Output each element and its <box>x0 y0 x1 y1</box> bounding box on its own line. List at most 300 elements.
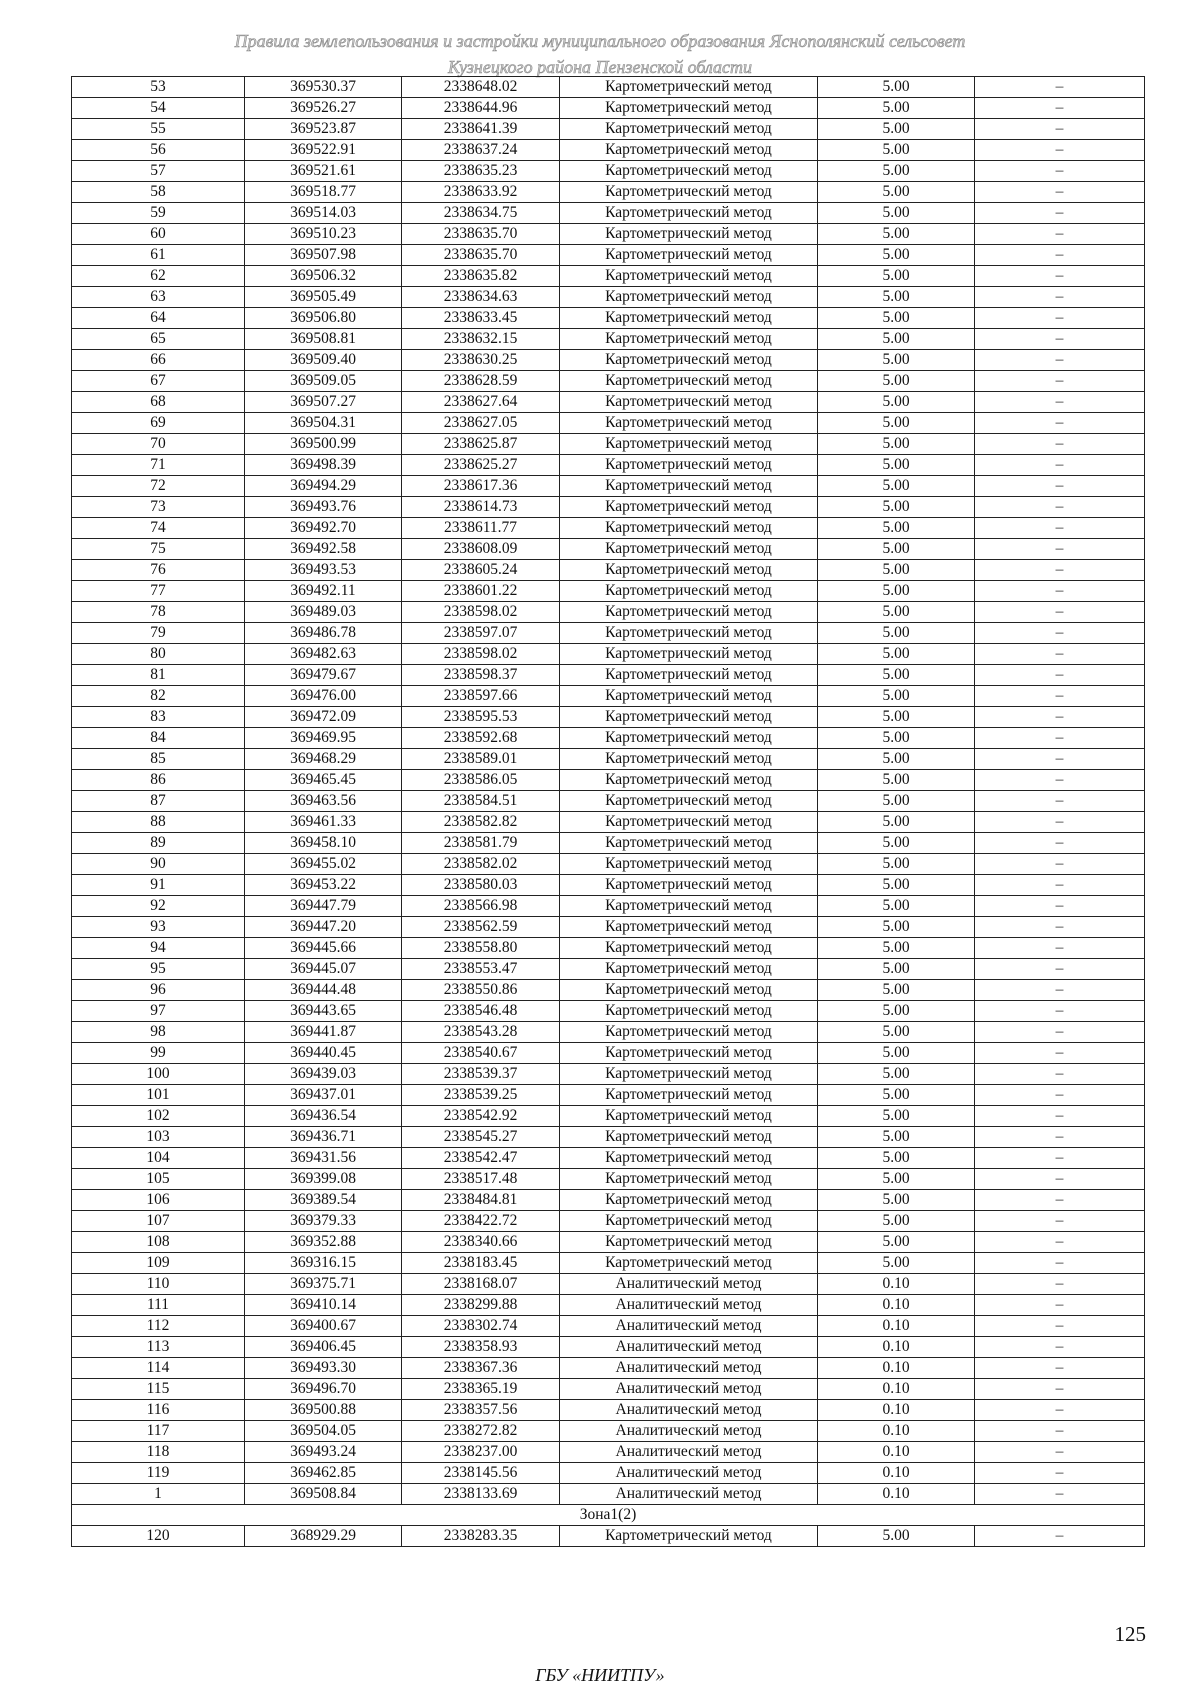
table-row <box>72 497 1145 518</box>
x-coordinate-cell: 369508.81 <box>245 329 402 350</box>
point-number-cell: 65 <box>72 329 245 350</box>
accuracy-cell: 5.00 <box>818 287 975 308</box>
point-number-cell: 69 <box>72 413 245 434</box>
table-row <box>72 1253 1145 1274</box>
description-cell: – <box>975 1001 1145 1022</box>
y-coordinate-cell: 2338365.19 <box>402 1379 560 1400</box>
x-coordinate-cell: 369523.87 <box>245 119 402 140</box>
y-coordinate-cell: 2338558.80 <box>402 938 560 959</box>
table-row <box>72 770 1145 791</box>
method-cell: Аналитический метод <box>560 1295 818 1316</box>
point-number-cell: 58 <box>72 182 245 203</box>
accuracy-cell: 5.00 <box>818 77 975 98</box>
description-cell: – <box>975 1400 1145 1421</box>
method-cell: Картометрический метод <box>560 980 818 1001</box>
point-number-cell: 97 <box>72 1001 245 1022</box>
table-row <box>72 749 1145 770</box>
description-cell: – <box>975 1064 1145 1085</box>
y-coordinate-cell: 2338566.98 <box>402 896 560 917</box>
accuracy-cell: 5.00 <box>818 665 975 686</box>
y-coordinate-cell: 2338582.82 <box>402 812 560 833</box>
description-cell: – <box>975 539 1145 560</box>
description-cell: – <box>975 1463 1145 1484</box>
method-cell: Картометрический метод <box>560 560 818 581</box>
table-row <box>72 1211 1145 1232</box>
point-number-cell: 93 <box>72 917 245 938</box>
x-coordinate-cell: 369389.54 <box>245 1190 402 1211</box>
point-number-cell: 63 <box>72 287 245 308</box>
description-cell: – <box>975 896 1145 917</box>
point-number-cell: 103 <box>72 1127 245 1148</box>
point-number-cell: 71 <box>72 455 245 476</box>
y-coordinate-cell: 2338299.88 <box>402 1295 560 1316</box>
accuracy-cell: 5.00 <box>818 602 975 623</box>
method-cell: Картометрический метод <box>560 791 818 812</box>
x-coordinate-cell: 369431.56 <box>245 1148 402 1169</box>
point-number-cell: 88 <box>72 812 245 833</box>
y-coordinate-cell: 2338586.05 <box>402 770 560 791</box>
x-coordinate-cell: 369444.48 <box>245 980 402 1001</box>
description-cell: – <box>975 1106 1145 1127</box>
method-cell: Картометрический метод <box>560 1001 818 1022</box>
x-coordinate-cell: 369461.33 <box>245 812 402 833</box>
accuracy-cell: 5.00 <box>818 686 975 707</box>
method-cell: Картометрический метод <box>560 1253 818 1274</box>
y-coordinate-cell: 2338582.02 <box>402 854 560 875</box>
description-cell: – <box>975 98 1145 119</box>
point-number-cell: 81 <box>72 665 245 686</box>
accuracy-cell: 0.10 <box>818 1484 975 1505</box>
description-cell: – <box>975 371 1145 392</box>
x-coordinate-cell: 368929.29 <box>245 1526 402 1547</box>
table-row <box>72 371 1145 392</box>
point-number-cell: 117 <box>72 1421 245 1442</box>
accuracy-cell: 5.00 <box>818 434 975 455</box>
description-cell: – <box>975 1316 1145 1337</box>
method-cell: Аналитический метод <box>560 1484 818 1505</box>
method-cell: Аналитический метод <box>560 1379 818 1400</box>
description-cell: – <box>975 644 1145 665</box>
accuracy-cell: 5.00 <box>818 812 975 833</box>
y-coordinate-cell: 2338237.00 <box>402 1442 560 1463</box>
x-coordinate-cell: 369447.20 <box>245 917 402 938</box>
description-cell: – <box>975 1379 1145 1400</box>
description-cell: – <box>975 476 1145 497</box>
x-coordinate-cell: 369509.40 <box>245 350 402 371</box>
accuracy-cell: 5.00 <box>818 413 975 434</box>
point-number-cell: 118 <box>72 1442 245 1463</box>
x-coordinate-cell: 369441.87 <box>245 1022 402 1043</box>
method-cell: Картометрический метод <box>560 854 818 875</box>
table-row <box>72 1127 1145 1148</box>
y-coordinate-cell: 2338630.25 <box>402 350 560 371</box>
method-cell: Аналитический метод <box>560 1421 818 1442</box>
point-number-cell: 80 <box>72 644 245 665</box>
point-number-cell: 106 <box>72 1190 245 1211</box>
accuracy-cell: 5.00 <box>818 959 975 980</box>
y-coordinate-cell: 2338598.02 <box>402 644 560 665</box>
table-row <box>72 1442 1145 1463</box>
method-cell: Картометрический метод <box>560 455 818 476</box>
x-coordinate-cell: 369400.67 <box>245 1316 402 1337</box>
table-row <box>72 140 1145 161</box>
point-number-cell: 87 <box>72 791 245 812</box>
y-coordinate-cell: 2338183.45 <box>402 1253 560 1274</box>
table-row <box>72 644 1145 665</box>
accuracy-cell: 5.00 <box>818 119 975 140</box>
table-row <box>72 686 1145 707</box>
table-row <box>72 1148 1145 1169</box>
accuracy-cell: 5.00 <box>818 539 975 560</box>
zone-header-row <box>72 1505 1145 1526</box>
method-cell: Картометрический метод <box>560 1022 818 1043</box>
point-number-cell: 62 <box>72 266 245 287</box>
table-row <box>72 1379 1145 1400</box>
table-row <box>72 329 1145 350</box>
y-coordinate-cell: 2338168.07 <box>402 1274 560 1295</box>
description-cell: – <box>975 350 1145 371</box>
accuracy-cell: 5.00 <box>818 1526 975 1547</box>
description-cell: – <box>975 413 1145 434</box>
x-coordinate-cell: 369493.30 <box>245 1358 402 1379</box>
accuracy-cell: 5.00 <box>818 1127 975 1148</box>
accuracy-cell: 5.00 <box>818 581 975 602</box>
method-cell: Картометрический метод <box>560 77 818 98</box>
y-coordinate-cell: 2338272.82 <box>402 1421 560 1442</box>
description-cell: – <box>975 959 1145 980</box>
table-row <box>72 560 1145 581</box>
table-row <box>72 1526 1145 1547</box>
method-cell: Аналитический метод <box>560 1463 818 1484</box>
point-number-cell: 112 <box>72 1316 245 1337</box>
table-row <box>72 224 1145 245</box>
y-coordinate-cell: 2338633.92 <box>402 182 560 203</box>
x-coordinate-cell: 369521.61 <box>245 161 402 182</box>
method-cell: Картометрический метод <box>560 644 818 665</box>
point-number-cell: 64 <box>72 308 245 329</box>
accuracy-cell: 0.10 <box>818 1295 975 1316</box>
y-coordinate-cell: 2338595.53 <box>402 707 560 728</box>
description-cell: – <box>975 1526 1145 1547</box>
accuracy-cell: 5.00 <box>818 266 975 287</box>
method-cell: Картометрический метод <box>560 1169 818 1190</box>
table-row <box>72 1190 1145 1211</box>
description-cell: – <box>975 581 1145 602</box>
method-cell: Картометрический метод <box>560 1190 818 1211</box>
accuracy-cell: 5.00 <box>818 98 975 119</box>
accuracy-cell: 5.00 <box>818 182 975 203</box>
description-cell: – <box>975 245 1145 266</box>
table-row <box>72 1337 1145 1358</box>
point-number-cell: 83 <box>72 707 245 728</box>
x-coordinate-cell: 369493.24 <box>245 1442 402 1463</box>
table-row <box>72 602 1145 623</box>
y-coordinate-cell: 2338580.03 <box>402 875 560 896</box>
method-cell: Картометрический метод <box>560 938 818 959</box>
point-number-cell: 79 <box>72 623 245 644</box>
point-number-cell: 56 <box>72 140 245 161</box>
point-number-cell: 74 <box>72 518 245 539</box>
method-cell: Картометрический метод <box>560 266 818 287</box>
x-coordinate-cell: 369440.45 <box>245 1043 402 1064</box>
accuracy-cell: 5.00 <box>818 791 975 812</box>
accuracy-cell: 5.00 <box>818 560 975 581</box>
coordinates-table-body <box>72 77 1145 1547</box>
description-cell: – <box>975 182 1145 203</box>
table-row <box>72 665 1145 686</box>
accuracy-cell: 5.00 <box>818 1169 975 1190</box>
method-cell: Картометрический метод <box>560 707 818 728</box>
x-coordinate-cell: 369500.88 <box>245 1400 402 1421</box>
method-cell: Картометрический метод <box>560 581 818 602</box>
description-cell: – <box>975 1085 1145 1106</box>
x-coordinate-cell: 369410.14 <box>245 1295 402 1316</box>
point-number-cell: 110 <box>72 1274 245 1295</box>
method-cell: Картометрический метод <box>560 665 818 686</box>
method-cell: Картометрический метод <box>560 1043 818 1064</box>
y-coordinate-cell: 2338641.39 <box>402 119 560 140</box>
table-row <box>72 980 1145 1001</box>
description-cell: – <box>975 1274 1145 1295</box>
method-cell: Картометрический метод <box>560 98 818 119</box>
accuracy-cell: 5.00 <box>818 980 975 1001</box>
description-cell: – <box>975 497 1145 518</box>
method-cell: Картометрический метод <box>560 623 818 644</box>
method-cell: Картометрический метод <box>560 140 818 161</box>
y-coordinate-cell: 2338634.63 <box>402 287 560 308</box>
coordinates-table <box>71 76 1145 1547</box>
y-coordinate-cell: 2338611.77 <box>402 518 560 539</box>
point-number-cell: 57 <box>72 161 245 182</box>
x-coordinate-cell: 369526.27 <box>245 98 402 119</box>
x-coordinate-cell: 369494.29 <box>245 476 402 497</box>
y-coordinate-cell: 2338133.69 <box>402 1484 560 1505</box>
method-cell: Аналитический метод <box>560 1316 818 1337</box>
x-coordinate-cell: 369518.77 <box>245 182 402 203</box>
x-coordinate-cell: 369504.31 <box>245 413 402 434</box>
x-coordinate-cell: 369514.03 <box>245 203 402 224</box>
method-cell: Картометрический метод <box>560 476 818 497</box>
x-coordinate-cell: 369507.98 <box>245 245 402 266</box>
method-cell: Картометрический метод <box>560 1148 818 1169</box>
x-coordinate-cell: 369468.29 <box>245 749 402 770</box>
x-coordinate-cell: 369493.76 <box>245 497 402 518</box>
point-number-cell: 115 <box>72 1379 245 1400</box>
method-cell: Картометрический метод <box>560 1526 818 1547</box>
point-number-cell: 89 <box>72 833 245 854</box>
table-row <box>72 413 1145 434</box>
point-number-cell: 82 <box>72 686 245 707</box>
x-coordinate-cell: 369436.71 <box>245 1127 402 1148</box>
description-cell: – <box>975 1211 1145 1232</box>
y-coordinate-cell: 2338617.36 <box>402 476 560 497</box>
method-cell: Картометрический метод <box>560 182 818 203</box>
table-row <box>72 476 1145 497</box>
x-coordinate-cell: 369492.58 <box>245 539 402 560</box>
x-coordinate-cell: 369436.54 <box>245 1106 402 1127</box>
table-row <box>72 581 1145 602</box>
method-cell: Картометрический метод <box>560 1232 818 1253</box>
point-number-cell: 111 <box>72 1295 245 1316</box>
table-row <box>72 1064 1145 1085</box>
method-cell: Картометрический метод <box>560 413 818 434</box>
method-cell: Картометрический метод <box>560 161 818 182</box>
method-cell: Картометрический метод <box>560 350 818 371</box>
x-coordinate-cell: 369406.45 <box>245 1337 402 1358</box>
y-coordinate-cell: 2338145.56 <box>402 1463 560 1484</box>
table-row <box>72 1316 1145 1337</box>
table-row <box>72 161 1145 182</box>
accuracy-cell: 0.10 <box>818 1358 975 1379</box>
description-cell: – <box>975 791 1145 812</box>
method-cell: Картометрический метод <box>560 749 818 770</box>
y-coordinate-cell: 2338542.92 <box>402 1106 560 1127</box>
description-cell: – <box>975 770 1145 791</box>
method-cell: Картометрический метод <box>560 371 818 392</box>
point-number-cell: 1 <box>72 1484 245 1505</box>
point-number-cell: 120 <box>72 1526 245 1547</box>
y-coordinate-cell: 2338553.47 <box>402 959 560 980</box>
accuracy-cell: 5.00 <box>818 455 975 476</box>
method-cell: Картометрический метод <box>560 518 818 539</box>
y-coordinate-cell: 2338598.02 <box>402 602 560 623</box>
table-row <box>72 623 1145 644</box>
accuracy-cell: 5.00 <box>818 833 975 854</box>
table-row <box>72 287 1145 308</box>
y-coordinate-cell: 2338584.51 <box>402 791 560 812</box>
accuracy-cell: 5.00 <box>818 518 975 539</box>
y-coordinate-cell: 2338581.79 <box>402 833 560 854</box>
x-coordinate-cell: 369504.05 <box>245 1421 402 1442</box>
point-number-cell: 101 <box>72 1085 245 1106</box>
method-cell: Картометрический метод <box>560 896 818 917</box>
table-row <box>72 98 1145 119</box>
x-coordinate-cell: 369506.32 <box>245 266 402 287</box>
description-cell: – <box>975 1169 1145 1190</box>
method-cell: Картометрический метод <box>560 245 818 266</box>
description-cell: – <box>975 140 1145 161</box>
y-coordinate-cell: 2338592.68 <box>402 728 560 749</box>
method-cell: Картометрический метод <box>560 875 818 896</box>
accuracy-cell: 5.00 <box>818 749 975 770</box>
description-cell: – <box>975 266 1145 287</box>
method-cell: Картометрический метод <box>560 497 818 518</box>
point-number-cell: 67 <box>72 371 245 392</box>
method-cell: Картометрический метод <box>560 1064 818 1085</box>
table-row <box>72 1085 1145 1106</box>
y-coordinate-cell: 2338542.47 <box>402 1148 560 1169</box>
table-row <box>72 833 1145 854</box>
table-row <box>72 1274 1145 1295</box>
accuracy-cell: 5.00 <box>818 224 975 245</box>
method-cell: Картометрический метод <box>560 833 818 854</box>
description-cell: – <box>975 812 1145 833</box>
table-row <box>72 182 1145 203</box>
accuracy-cell: 5.00 <box>818 140 975 161</box>
x-coordinate-cell: 369443.65 <box>245 1001 402 1022</box>
page-footer: ГБУ «НИИТПУ» <box>535 1665 665 1685</box>
description-cell: – <box>975 518 1145 539</box>
y-coordinate-cell: 2338358.93 <box>402 1337 560 1358</box>
x-coordinate-cell: 369492.70 <box>245 518 402 539</box>
description-cell: – <box>975 728 1145 749</box>
y-coordinate-cell: 2338283.35 <box>402 1526 560 1547</box>
y-coordinate-cell: 2338627.05 <box>402 413 560 434</box>
description-cell: – <box>975 77 1145 98</box>
method-cell: Картометрический метод <box>560 1127 818 1148</box>
page-header <box>0 28 1200 80</box>
method-cell: Картометрический метод <box>560 392 818 413</box>
point-number-cell: 92 <box>72 896 245 917</box>
method-cell: Аналитический метод <box>560 1442 818 1463</box>
method-cell: Картометрический метод <box>560 1211 818 1232</box>
y-coordinate-cell: 2338543.28 <box>402 1022 560 1043</box>
x-coordinate-cell: 369316.15 <box>245 1253 402 1274</box>
accuracy-cell: 5.00 <box>818 1064 975 1085</box>
zone-label: Зона1(2) <box>72 1505 1145 1526</box>
accuracy-cell: 5.00 <box>818 917 975 938</box>
table-row <box>72 1169 1145 1190</box>
description-cell: – <box>975 833 1145 854</box>
method-cell: Картометрический метод <box>560 287 818 308</box>
table-row <box>72 119 1145 140</box>
accuracy-cell: 0.10 <box>818 1379 975 1400</box>
point-number-cell: 54 <box>72 98 245 119</box>
method-cell: Аналитический метод <box>560 1274 818 1295</box>
table-row <box>72 266 1145 287</box>
description-cell: – <box>975 749 1145 770</box>
x-coordinate-cell: 369508.84 <box>245 1484 402 1505</box>
point-number-cell: 108 <box>72 1232 245 1253</box>
y-coordinate-cell: 2338635.23 <box>402 161 560 182</box>
header-line-2: Кузнецкого района Пензенской области <box>447 57 753 77</box>
x-coordinate-cell: 369379.33 <box>245 1211 402 1232</box>
accuracy-cell: 5.00 <box>818 308 975 329</box>
point-number-cell: 116 <box>72 1400 245 1421</box>
method-cell: Картометрический метод <box>560 539 818 560</box>
method-cell: Картометрический метод <box>560 728 818 749</box>
x-coordinate-cell: 369507.27 <box>245 392 402 413</box>
accuracy-cell: 5.00 <box>818 392 975 413</box>
point-number-cell: 55 <box>72 119 245 140</box>
y-coordinate-cell: 2338597.07 <box>402 623 560 644</box>
y-coordinate-cell: 2338357.56 <box>402 1400 560 1421</box>
table-row <box>72 875 1145 896</box>
table-row <box>72 1400 1145 1421</box>
x-coordinate-cell: 369458.10 <box>245 833 402 854</box>
x-coordinate-cell: 369496.70 <box>245 1379 402 1400</box>
accuracy-cell: 0.10 <box>818 1400 975 1421</box>
y-coordinate-cell: 2338637.24 <box>402 140 560 161</box>
accuracy-cell: 5.00 <box>818 1211 975 1232</box>
x-coordinate-cell: 369522.91 <box>245 140 402 161</box>
method-cell: Аналитический метод <box>560 1358 818 1379</box>
point-number-cell: 84 <box>72 728 245 749</box>
method-cell: Картометрический метод <box>560 1106 818 1127</box>
accuracy-cell: 5.00 <box>818 1253 975 1274</box>
description-cell: – <box>975 161 1145 182</box>
accuracy-cell: 5.00 <box>818 371 975 392</box>
accuracy-cell: 5.00 <box>818 350 975 371</box>
table-row <box>72 1463 1145 1484</box>
y-coordinate-cell: 2338633.45 <box>402 308 560 329</box>
x-coordinate-cell: 369530.37 <box>245 77 402 98</box>
point-number-cell: 77 <box>72 581 245 602</box>
point-number-cell: 68 <box>72 392 245 413</box>
accuracy-cell: 5.00 <box>818 938 975 959</box>
description-cell: – <box>975 917 1145 938</box>
table-row <box>72 350 1145 371</box>
